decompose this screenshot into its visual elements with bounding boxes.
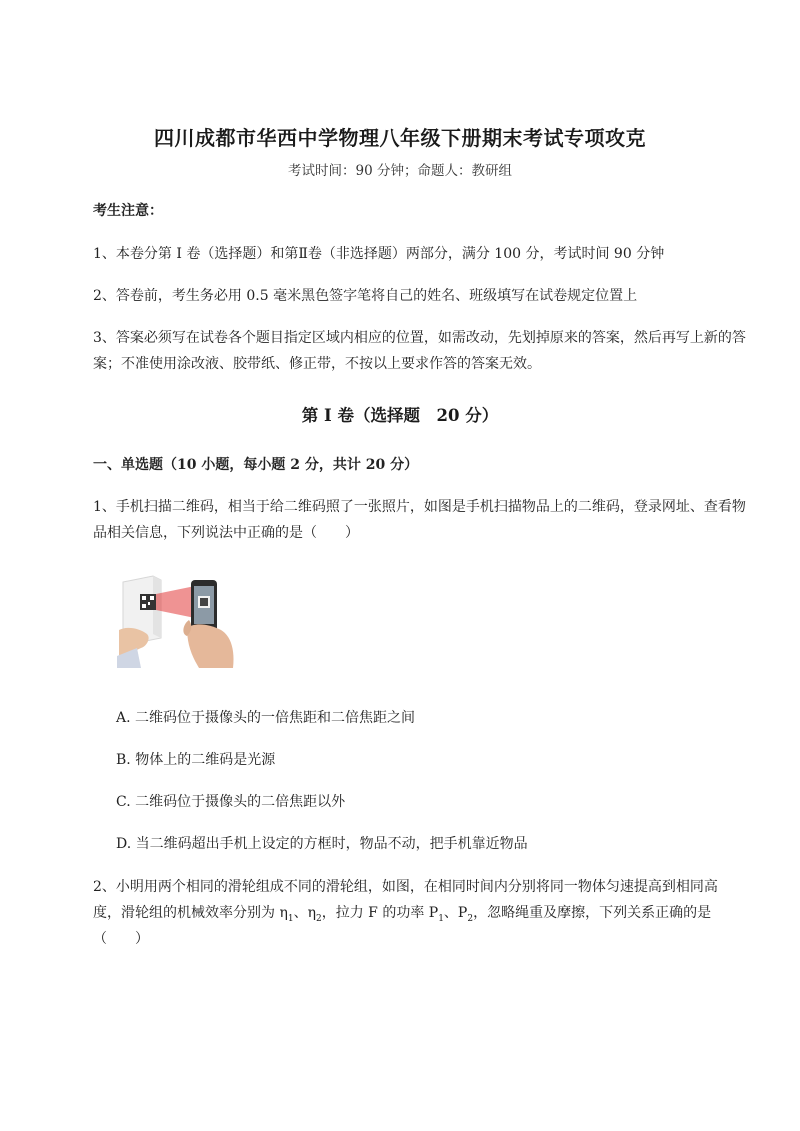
- notice-item-3: 3、答案必须写在试卷各个题目指定区域内相应的位置，如需改动，先划掉原来的答案，然后再写上新的答案；不准使用涂改液、胶带纸、修正带，不按以上要求作答的答案无效。: [93, 330, 746, 372]
- question-1-stem: 1、手机扫描二维码，相当于给二维码照了一张照片，如图是手机扫描物品上的二维码，登录网址、查看物品相关信息，下列说法中正确的是（ ）: [93, 499, 746, 541]
- page-title: 四川成都市华西中学物理八年级下册期末考试专项攻克: [154, 126, 646, 150]
- notice-heading: 考生注意：: [93, 203, 163, 219]
- notice-item-1: 1、本卷分第 I 卷（选择题）和第Ⅱ卷（非选择题）两部分，满分 100 分，考试时间 90 分钟: [93, 246, 665, 262]
- question-2-line-1: 2、小明用两个相同的滑轮组成不同的滑轮组，如图，在相同时间内分别将同一物体匀速提高到相同高: [93, 879, 718, 895]
- option-a: A. 二维码位于摄像头的一倍焦距和二倍焦距之间: [116, 710, 416, 726]
- option-d: D. 当二维码超出手机上设定的方框时，物品不动，把手机靠近物品: [116, 836, 528, 852]
- option-b: B. 物体上的二维码是光源: [116, 752, 276, 768]
- qr-scan-photo: [117, 572, 235, 668]
- section-title: 第 I 卷（选择题 20 分）: [301, 406, 499, 425]
- question-2-line-2: 度，滑轮组的机械效率分别为 $\eta_1$、$\eta_2$，拉力 F 的功率 $P_1$、$P_2$，忽略绳重及摩擦，下列关系正确的是: [93, 905, 712, 924]
- page-subtitle: 考试时间：90 分钟；命题人：教研组: [288, 163, 512, 179]
- option-c: C. 二维码位于摄像头的二倍焦距以外: [116, 794, 346, 810]
- notice-item-2: 2、答卷前，考生务必用 0.5 毫米黑色签字笔将自己的姓名、班级填写在试卷规定位置上: [93, 288, 638, 304]
- part-heading: 一、单选题（10 小题，每小题 2 分，共计 20 分）: [93, 457, 419, 473]
- question-2-line-3: （ ）: [93, 931, 149, 947]
